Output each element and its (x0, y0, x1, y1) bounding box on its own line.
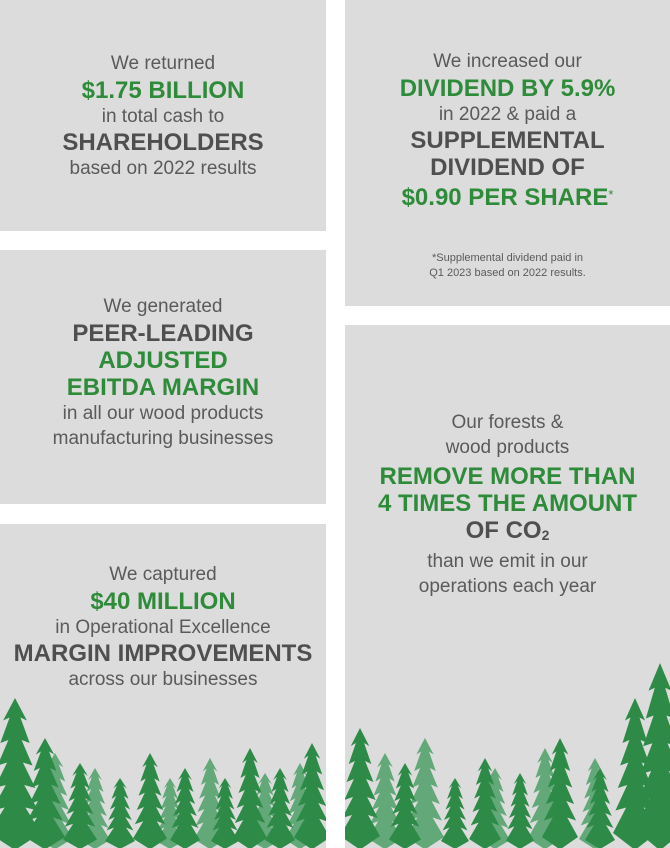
margin-panel (0, 524, 326, 848)
dividend-increase: DIVIDEND BY 5.9% (399, 75, 616, 102)
ebitda-text (0, 294, 326, 451)
cash-shareholders: SHAREHOLDERS (62, 129, 264, 156)
dividend-per-share: $0.90 PER SHARE* (401, 184, 614, 211)
tree-shape (345, 728, 380, 848)
cash-returned-text (0, 51, 326, 181)
forests-remove: REMOVE MORE THAN (379, 463, 636, 490)
cash-line-3: in total cash to (101, 106, 225, 127)
margin-improvements: MARGIN IMPROVEMENTS (13, 640, 313, 667)
margin-line-3: in Operational Excellence (55, 617, 271, 638)
ebitda-line-5: in all our wood products (62, 403, 264, 424)
dividend-supplemental: SUPPLEMENTAL (410, 127, 605, 154)
margin-amount: $40 MILLION (90, 588, 236, 615)
forests-panel (345, 325, 670, 848)
ebitda-adjusted: ADJUSTED (98, 347, 228, 374)
ebitda-panel (0, 250, 326, 504)
co2-subscript: 2 (541, 527, 550, 543)
tree-shape (506, 773, 534, 848)
ebitda-margin: EBITDA MARGIN (66, 374, 260, 401)
dividend-line-3: in 2022 & paid a (438, 104, 577, 125)
forests-line-2: wood products (445, 437, 570, 458)
margin-line-5: across our businesses (68, 669, 258, 690)
dividend-asterisk: * (608, 187, 614, 202)
dividend-footnote-2: Q1 2023 based on 2022 results. (429, 267, 586, 279)
ebitda-peer-leading: PEER-LEADING (72, 320, 254, 347)
dividend-line-1: We increased our (433, 51, 582, 72)
forests-co2: OF $CO_2$ (465, 517, 550, 544)
dividend-panel (345, 0, 670, 306)
dividend-footnote-1: *Supplemental dividend paid in (431, 252, 584, 264)
forests-line-7: operations each year (418, 576, 597, 597)
cash-amount: $1.75 BILLION (81, 77, 245, 104)
dividend-text (345, 49, 670, 281)
forests-line-1: Our forests & (451, 412, 564, 433)
cash-line-1: We returned (110, 53, 216, 74)
tree-shape (441, 778, 469, 848)
ebitda-line-6: manufacturing businesses (52, 428, 274, 449)
forests-line-6: than we emit in our (427, 551, 588, 572)
forests-text (345, 410, 670, 599)
dividend-of: DIVIDEND OF (430, 154, 585, 181)
forest-trees-right-illustration (345, 648, 670, 848)
margin-text (0, 562, 326, 692)
margin-line-1: We captured (109, 564, 217, 585)
forest-trees-left-illustration (0, 688, 326, 848)
forests-times: 4 TIMES THE AMOUNT (377, 490, 638, 517)
ebitda-line-1: We generated (103, 296, 223, 317)
cash-returned-panel (0, 0, 326, 231)
tree-shape (105, 778, 135, 848)
tree-shape (133, 753, 167, 848)
cash-line-5: based on 2022 results (69, 158, 257, 179)
